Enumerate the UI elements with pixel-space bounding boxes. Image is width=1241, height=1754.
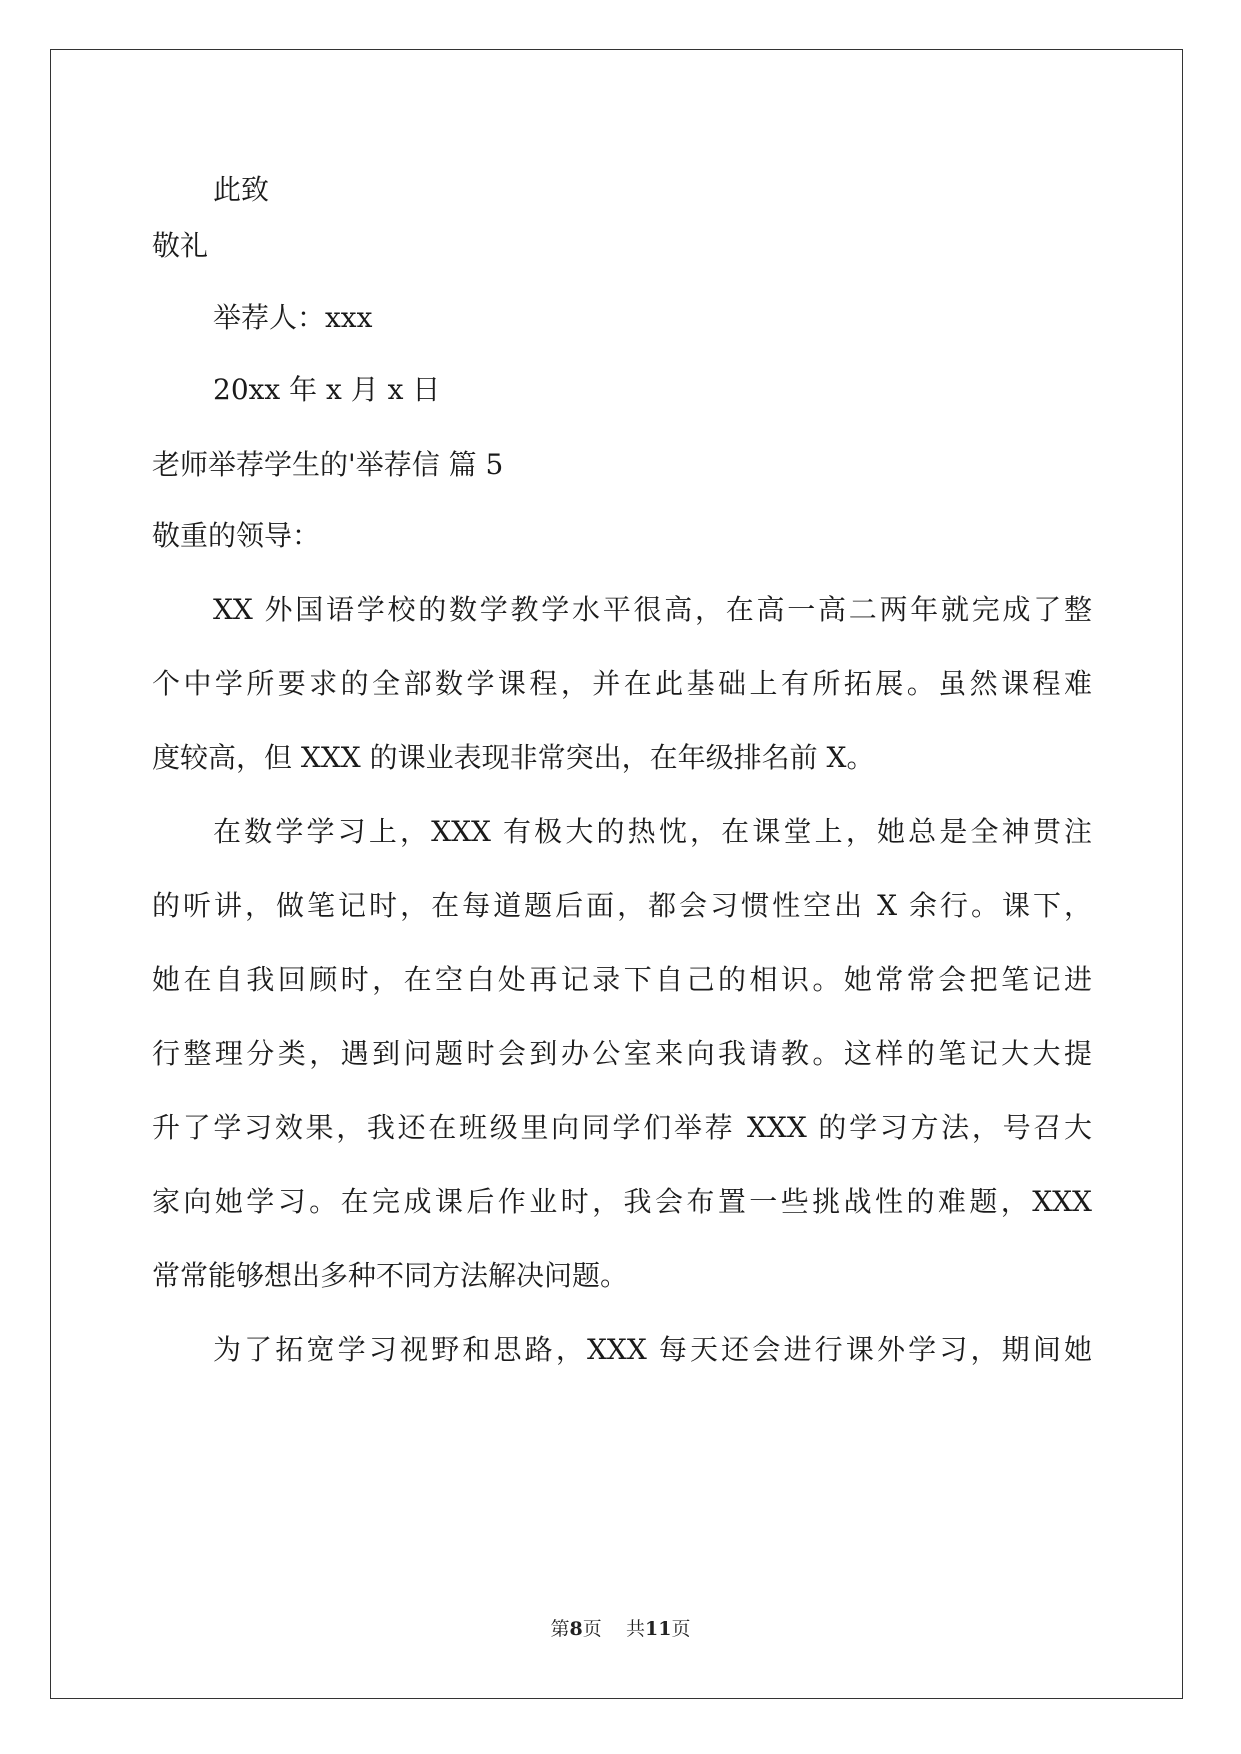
paragraph-2-line-2: 的听讲，做笔记时，在每道题后面，都会习惯性空出 X 余行。课下， [152, 889, 1092, 922]
letter-date: 20xx 年 x 月 x 日 [213, 373, 441, 406]
paragraph-2-line-5: 升了学习效果，我还在班级里向同学们举荐 XXX 的学习方法，号召大 [152, 1111, 1092, 1144]
closing-salutation: 此致 [213, 173, 270, 206]
section-heading: 老师举荐学生的'举荐信 篇 5 [152, 448, 504, 481]
paragraph-2-line-3: 她在自我回顾时，在空白处再记录下自己的相识。她常常会把笔记进 [152, 963, 1092, 996]
paragraph-2-line-4: 行整理分类，遇到问题时会到办公室来向我请教。这样的笔记大大提 [152, 1037, 1092, 1070]
footer-page-number: 8 [569, 1618, 583, 1640]
paragraph-3-line-1: 为了拓宽学习视野和思路，XXX 每天还会进行课外学习，期间她 [213, 1333, 1092, 1366]
salutation: 敬重的领导： [152, 519, 321, 552]
footer-total-prefix: 共 [625, 1618, 645, 1640]
footer-total-pages: 11 [644, 1618, 672, 1640]
paragraph-2-line-1: 在数学学习上，XXX 有极大的热忱，在课堂上，她总是全神贯注 [213, 815, 1092, 848]
paragraph-1-line-1: XX 外国语学校的数学教学水平很高，在高一高二两年就完成了整 [213, 593, 1092, 626]
paragraph-2-line-6: 家向她学习。在完成课后作业时，我会布置一些挑战性的难题，XXX [152, 1185, 1092, 1218]
paragraph-2-line-7: 常常能够想出多种不同方法解决问题。 [152, 1259, 629, 1292]
footer-page-label: 页 [582, 1618, 602, 1640]
paragraph-1-line-2: 个中学所要求的全部数学课程，并在此基础上有所拓展。虽然课程难 [152, 667, 1092, 700]
page-footer [0, 1614, 1241, 1644]
paragraph-1-line-3: 度较高，但 XXX 的课业表现非常突出，在年级排名前 X。 [152, 741, 875, 774]
footer-total-label: 页 [671, 1618, 691, 1640]
recommender-signature: 举荐人：xxx [213, 301, 373, 334]
respect-closing: 敬礼 [152, 229, 209, 262]
footer-prefix: 第 [550, 1618, 570, 1640]
